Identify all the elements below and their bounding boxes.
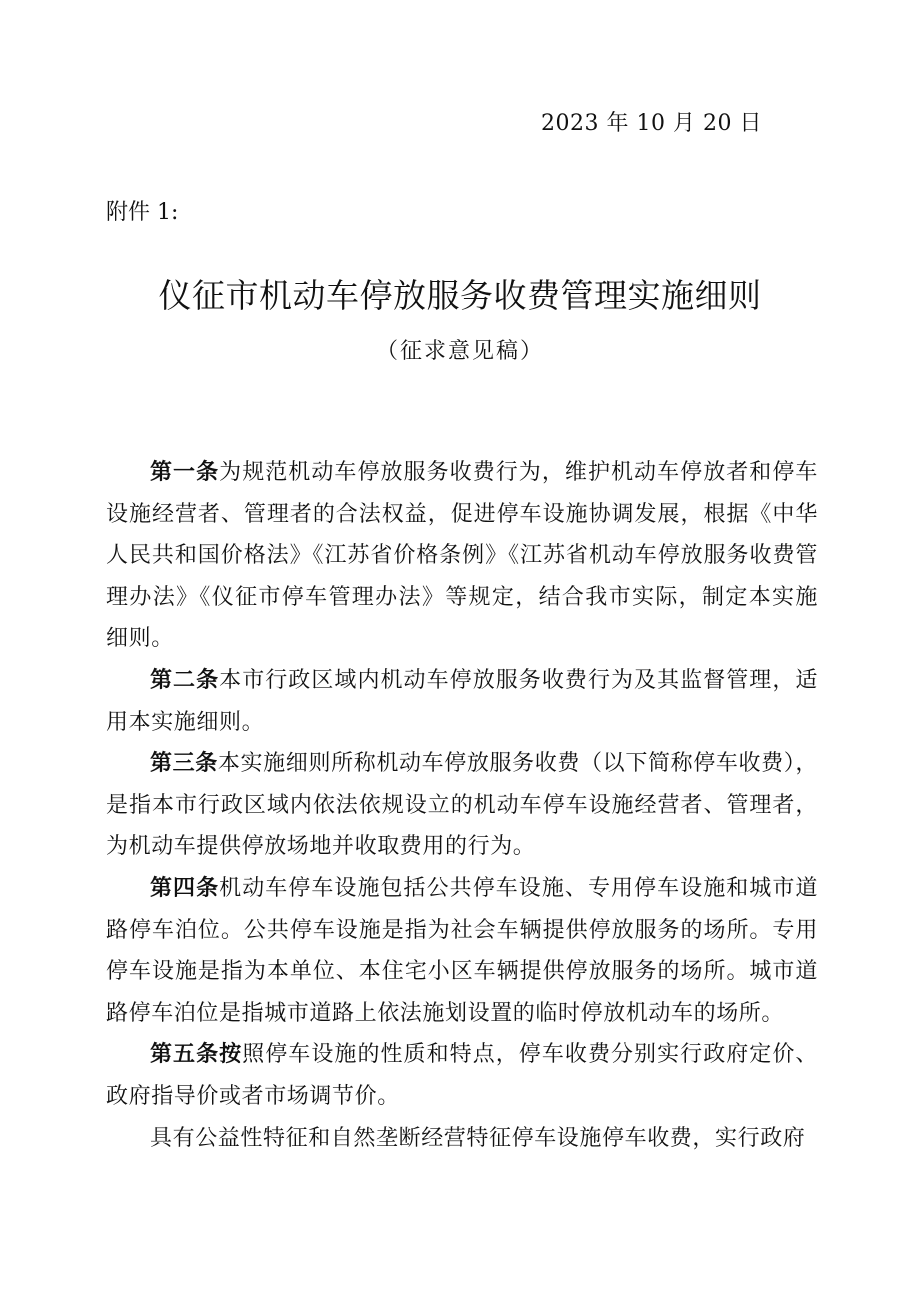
article-5-text: 照停车设施的性质和特点，停车收费分别实行政府定价、政府指导价或者市场调节价。 — [106, 1042, 818, 1109]
document-subtitle: （征求意见稿） — [375, 339, 544, 364]
attachment-label: 附件 1: — [106, 200, 179, 225]
article-1 — [106, 452, 818, 660]
article-2-label: 第二条 — [150, 667, 220, 693]
article-3-text: 本实施细则所称机动车停放服务收费（以下简称停车收费），是指本市行政区域内依法依规设立的机动车停车设施经营者、管理者，为机动车提供停放场地并收取费用的行为。 — [106, 751, 818, 860]
article-3-label: 第三条 — [150, 751, 218, 777]
article-4-label: 第四条 — [150, 875, 220, 901]
date-line: 2023 年 10 月 20 日 — [541, 111, 762, 136]
article-3 — [106, 743, 818, 868]
article-4 — [106, 868, 818, 1034]
document-body — [106, 452, 818, 1159]
article-2 — [106, 660, 818, 743]
document-title: 仪征市机动车停放服务收费管理实施细则 — [158, 276, 762, 315]
article-1-text: 为规范机动车停放服务收费行为，维护机动车停放者和停车设施经营者、管理者的合法权益，促进停车设施协调发展，根据《中华人民共和国价格法》《江苏省价格条例》《江苏省机动车停放服务收费管理办法》《仪征市停车管理办法》等规定，结合我市实际，制定本实施细则。 — [106, 460, 818, 652]
article-4-text: 机动车停车设施包括公共停车设施、专用停车设施和城市道路停车泊位。公共停车设施是指为社会车辆提供停放服务的场所。专用停车设施是指为本单位、本住宅小区车辆提供停放服务的场所。城市道路停车泊位是指城市道路上依法施划设置的临时停放机动车的场所。 — [106, 875, 818, 1026]
continuation-paragraph: 具有公益性特征和自然垄断经营特征停车设施停车收费，实行政府 — [150, 1125, 806, 1151]
article-5 — [106, 1034, 818, 1117]
article-5-label: 第五条按 — [150, 1042, 243, 1068]
article-1-label: 第一条 — [150, 460, 220, 485]
article-2-text: 本市行政区域内机动车停放服务收费行为及其监督管理，适用本实施细则。 — [106, 667, 818, 735]
